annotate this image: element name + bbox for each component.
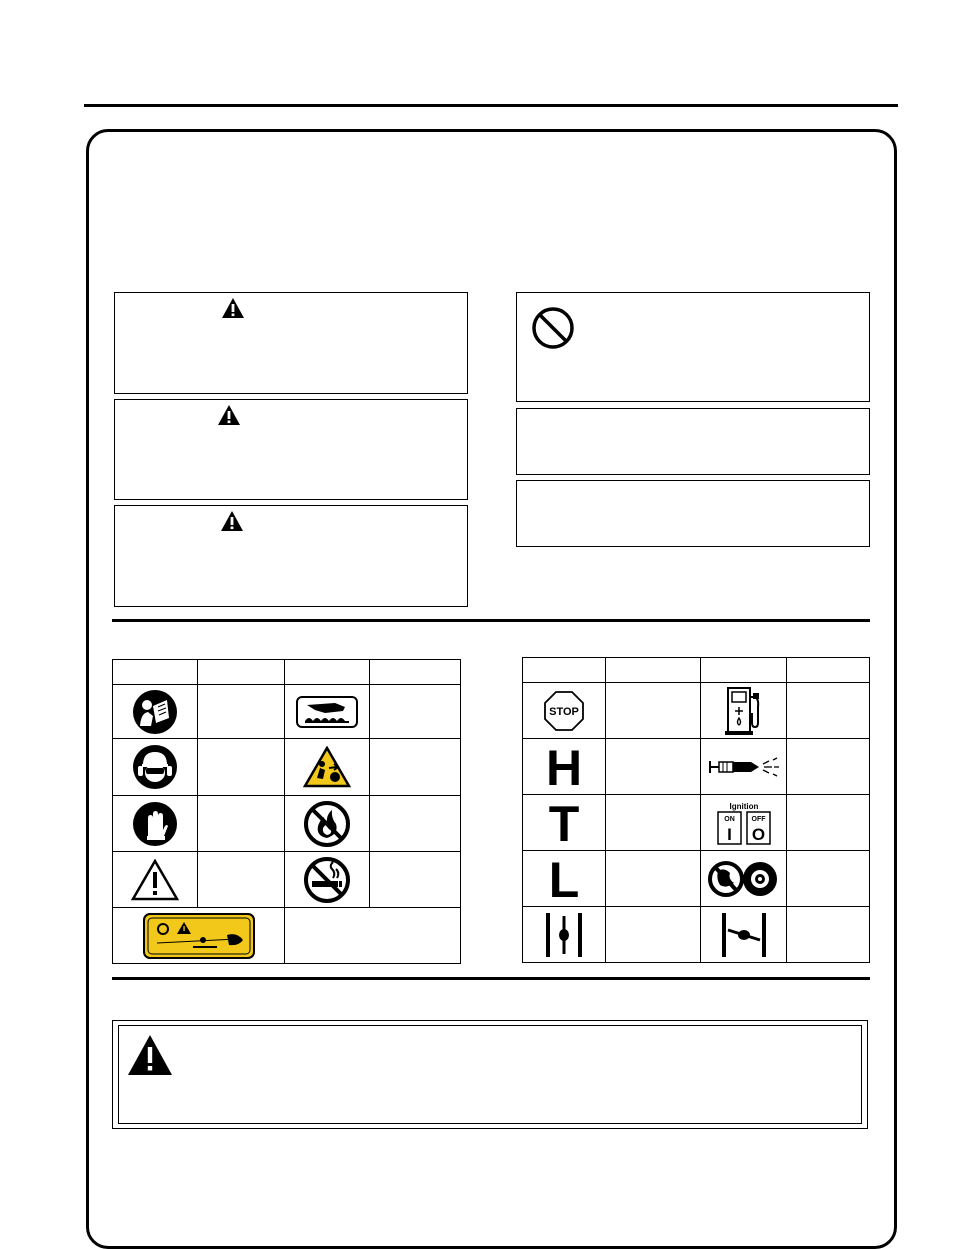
choke-closed-icon [523, 910, 605, 960]
symbols-table-left [112, 659, 461, 964]
warning-box [114, 399, 468, 500]
no-smoking-icon [285, 856, 369, 904]
ignition-on-symbol: I [726, 824, 732, 844]
t-letter-text: T [548, 800, 580, 845]
prohibition-box [516, 292, 870, 402]
primer-spray-icon [701, 755, 786, 779]
caution-box [114, 505, 468, 607]
warning-panel-inner [118, 1025, 862, 1124]
ignition-on-label: ON [723, 815, 735, 823]
bystander-distance-decal-icon [113, 913, 284, 959]
gloves-icon [113, 800, 197, 848]
header-rule [84, 104, 898, 107]
l-letter-text: L [548, 856, 580, 901]
hot-surface-icon [285, 695, 369, 729]
h-letter-text: H [545, 744, 583, 789]
important-box [516, 480, 870, 547]
h-letter-icon [523, 745, 605, 789]
stop-sign-icon [523, 690, 605, 732]
stop-sign-text: STOP [549, 705, 579, 718]
thrown-objects-icon [285, 746, 369, 788]
choke-open-icon [701, 910, 786, 960]
warning-triangle-icon [221, 297, 245, 319]
ignition-title: Ignition [729, 801, 758, 811]
warning-triangle-icon [220, 510, 244, 532]
fuel-pump-icon [701, 685, 786, 737]
warning-triangle-icon [217, 404, 241, 426]
read-manual-icon [113, 688, 197, 736]
t-letter-icon [523, 801, 605, 845]
l-letter-icon [523, 857, 605, 901]
warning-triangle-icon [127, 1034, 173, 1076]
caution-triangle-icon [113, 859, 197, 901]
danger-box [114, 292, 468, 394]
ignition-switch-icon [701, 800, 786, 846]
symbols-table-right [522, 657, 870, 963]
no-fire-icon [285, 800, 369, 848]
note-box [516, 408, 870, 475]
eye-ear-protection-icon [113, 743, 197, 791]
ignition-off-label: OFF [751, 815, 765, 823]
section-rule [112, 619, 870, 622]
section-rule [112, 977, 870, 980]
choke-lever-icon [701, 859, 786, 899]
prohibition-circle-icon [531, 306, 575, 350]
ignition-off-symbol: O [751, 824, 765, 844]
